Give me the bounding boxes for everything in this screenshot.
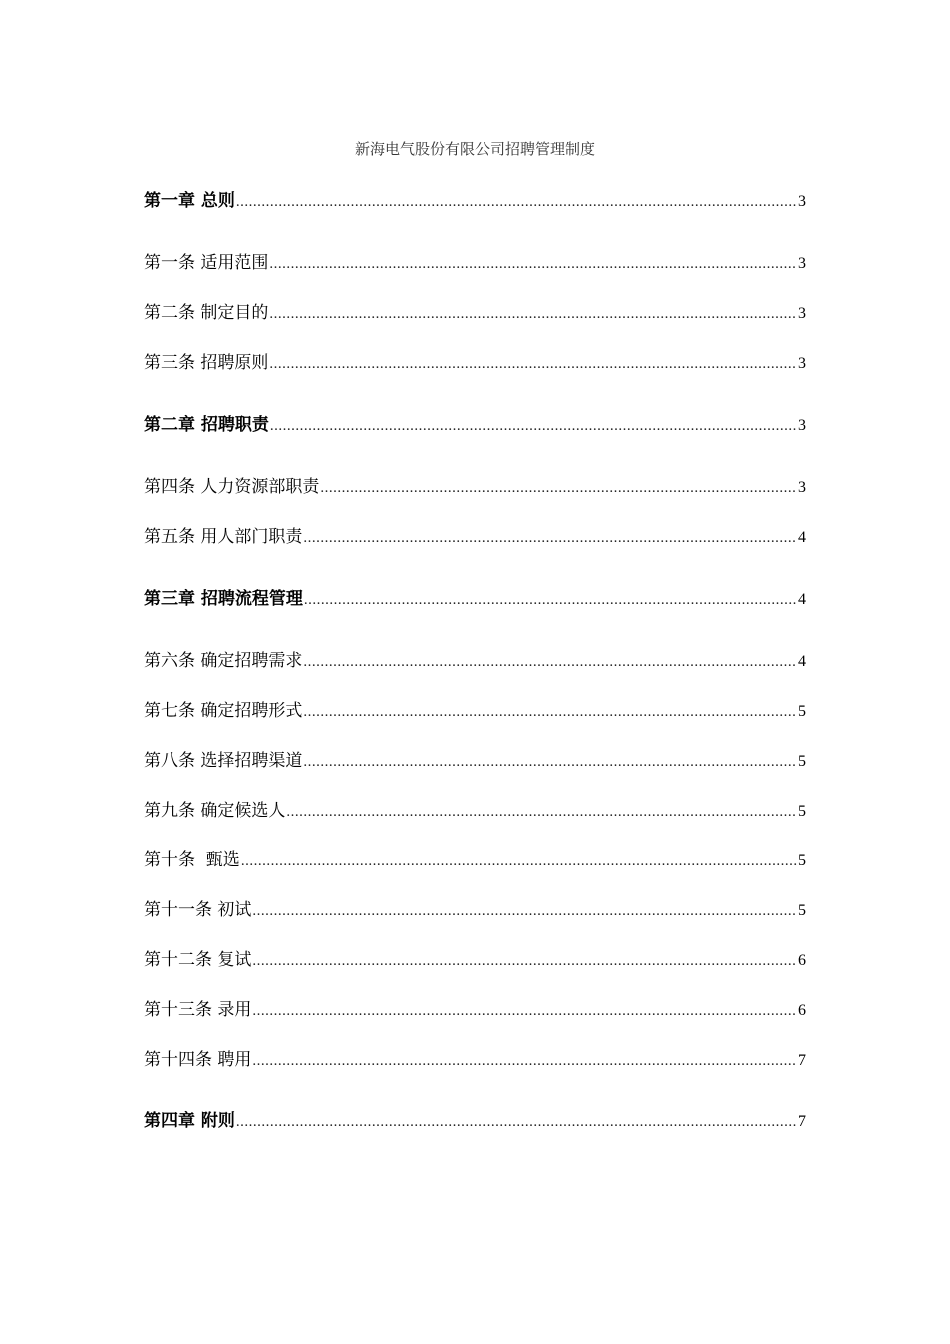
toc-dot-leader [270,414,797,438]
toc-page-number: 3 [798,479,806,496]
toc-chapter-1[interactable] [144,189,806,213]
toc-article-8[interactable] [144,749,806,773]
toc-entry-label: 第十条 甄选 [144,850,240,870]
toc-dot-leader [303,750,797,774]
document-title: 新海电气股份有限公司招聘管理制度 [354,140,595,158]
toc-page-number: 7 [798,1113,806,1130]
toc-entry-label: 第四条 人力资源部职责 [144,477,320,497]
toc-page-number: 5 [798,852,806,869]
toc-article-5[interactable] [144,525,806,549]
toc-dot-leader [252,949,797,973]
toc-dot-leader [236,1110,797,1134]
toc-entry-label: 第十三条 录用 [144,1000,252,1020]
toc-dot-leader [269,252,797,276]
toc-entry-label: 第十四条 聘用 [144,1050,252,1070]
toc-entry-label: 第十二条 复试 [144,950,252,970]
toc-entry-label: 第三章 招聘流程管理 [144,589,303,609]
toc-page-number: 4 [798,529,806,546]
toc-article-3[interactable] [144,351,806,375]
toc-page-number: 4 [798,591,806,608]
toc-article-10[interactable] [144,848,806,872]
toc-article-12[interactable] [144,948,806,972]
toc-dot-leader [269,352,797,376]
toc-dot-leader [303,700,797,724]
toc-dot-leader [304,588,797,612]
toc-entry-label: 第一章 总则 [144,191,235,211]
toc-page-number: 5 [798,753,806,770]
toc-page-number: 5 [798,902,806,919]
toc-dot-leader [286,800,797,824]
toc-entry-label: 第三条 招聘原则 [144,353,269,373]
toc-page-number: 3 [798,305,806,322]
toc-page-number: 7 [798,1052,806,1069]
toc-entry-label: 第八条 选择招聘渠道 [144,751,303,771]
toc-page-number: 3 [798,355,806,372]
toc-entry-label: 第二条 制定目的 [144,303,269,323]
toc-dot-leader [241,849,797,873]
toc-entry-label: 第九条 确定候选人 [144,801,286,821]
toc-article-6[interactable] [144,649,806,673]
toc-page-number: 5 [798,803,806,820]
toc-article-13[interactable] [144,998,806,1022]
toc-article-1[interactable] [144,251,806,275]
toc-page-number: 6 [798,1002,806,1019]
toc-dot-leader [252,999,797,1023]
toc-dot-leader [236,190,797,214]
toc-dot-leader [269,302,797,326]
toc-entry-label: 第二章 招聘职责 [144,415,269,435]
toc-entry-label: 第五条 用人部门职责 [144,527,303,547]
toc-article-4[interactable] [144,475,806,499]
toc-article-14[interactable] [144,1048,806,1072]
toc-chapter-3[interactable] [144,587,806,611]
toc-dot-leader [303,526,797,550]
toc-chapter-4[interactable] [144,1109,806,1133]
toc-page-number: 6 [798,952,806,969]
toc-article-11[interactable] [144,898,806,922]
toc-entry-label: 第十一条 初试 [144,900,252,920]
toc-article-9[interactable] [144,799,806,823]
toc-page-number: 4 [798,653,806,670]
toc-chapter-2[interactable] [144,413,806,437]
toc-page-number: 3 [798,193,806,210]
toc-page-number: 3 [798,417,806,434]
toc-page-number: 3 [798,255,806,272]
toc-entry-label: 第一条 适用范围 [144,253,269,273]
toc-page-number: 5 [798,703,806,720]
toc-dot-leader [252,1049,797,1073]
toc-entry-label: 第七条 确定招聘形式 [144,701,303,721]
toc-article-2[interactable] [144,301,806,325]
toc-entry-label: 第四章 附则 [144,1111,235,1131]
toc-entry-label: 第六条 确定招聘需求 [144,651,303,671]
toc-dot-leader [303,650,797,674]
toc-dot-leader [252,899,797,923]
toc-dot-leader [320,476,797,500]
toc-article-7[interactable] [144,699,806,723]
